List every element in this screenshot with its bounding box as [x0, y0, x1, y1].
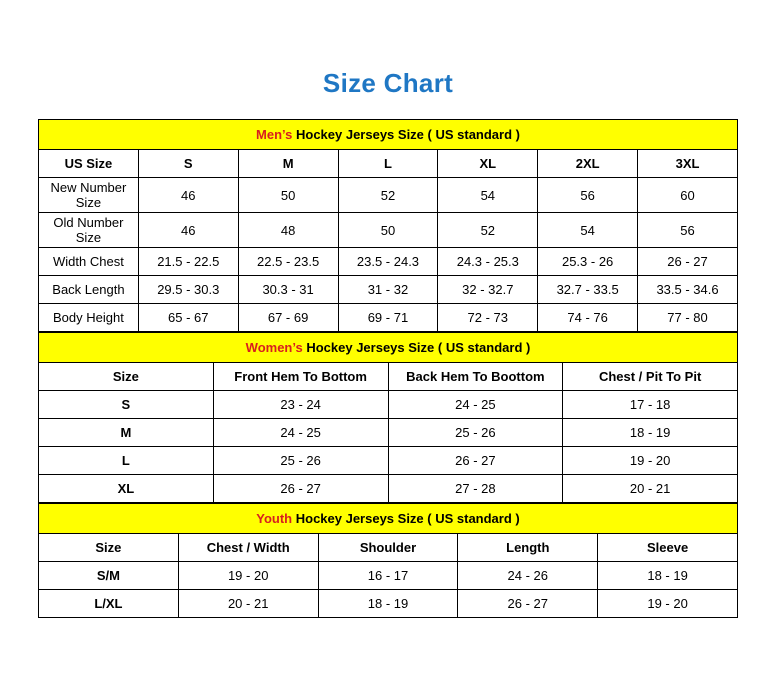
row-label: L — [39, 447, 214, 475]
cell: 67 - 69 — [238, 304, 338, 332]
cell: 26 - 27 — [458, 590, 598, 618]
cell: 23.5 - 24.3 — [338, 248, 438, 276]
mens-size-table — [38, 119, 738, 332]
table-row — [39, 213, 738, 248]
cell: 74 - 76 — [538, 304, 638, 332]
cell: 69 - 71 — [338, 304, 438, 332]
table-row — [39, 447, 738, 475]
cell: 26 - 27 — [213, 475, 388, 503]
table-header-row — [39, 150, 738, 178]
cell: 50 — [338, 213, 438, 248]
cell: 22.5 - 23.5 — [238, 248, 338, 276]
table-header-row — [39, 534, 738, 562]
row-label: M — [39, 419, 214, 447]
cell: 18 - 19 — [598, 562, 738, 590]
cell: 20 - 21 — [178, 590, 318, 618]
section-header-row — [39, 120, 738, 150]
cell: 17 - 18 — [563, 391, 738, 419]
column-header: Length — [458, 534, 598, 562]
cell: 48 — [238, 213, 338, 248]
column-header: Front Hem To Bottom — [213, 363, 388, 391]
cell: 19 - 20 — [598, 590, 738, 618]
cell: 54 — [438, 178, 538, 213]
table-row — [39, 178, 738, 213]
table-row — [39, 475, 738, 503]
table-header-row — [39, 363, 738, 391]
cell: 24 - 26 — [458, 562, 598, 590]
cell: 25 - 26 — [388, 419, 563, 447]
column-header: Size — [39, 534, 179, 562]
cell: 54 — [538, 213, 638, 248]
cell: 27 - 28 — [388, 475, 563, 503]
column-header: Chest / Pit To Pit — [563, 363, 738, 391]
cell: 20 - 21 — [563, 475, 738, 503]
youth-heading-accent: Youth — [256, 511, 293, 526]
womens-heading-rest: Hockey Jerseys Size ( US standard ) — [302, 340, 531, 355]
column-header: Size — [39, 363, 214, 391]
column-header: L — [338, 150, 438, 178]
cell: 25.3 - 26 — [538, 248, 638, 276]
row-label: Width Chest — [39, 248, 139, 276]
womens-heading-accent: Women’s — [245, 340, 303, 355]
cell: 18 - 19 — [318, 590, 458, 618]
cell: 24 - 25 — [388, 391, 563, 419]
table-row — [39, 391, 738, 419]
cell: 21.5 - 22.5 — [138, 248, 238, 276]
column-header: Chest / Width — [178, 534, 318, 562]
row-label: XL — [39, 475, 214, 503]
cell: 19 - 20 — [178, 562, 318, 590]
mens-heading-accent: Men’s — [256, 127, 293, 142]
cell: 26 - 27 — [638, 248, 738, 276]
column-header: Sleeve — [598, 534, 738, 562]
row-label: Back Length — [39, 276, 139, 304]
column-header: US Size — [39, 150, 139, 178]
column-header: Back Hem To Boottom — [388, 363, 563, 391]
column-header: M — [238, 150, 338, 178]
row-label: L/XL — [39, 590, 179, 618]
row-label: Old Number Size — [39, 213, 139, 248]
cell: 32 - 32.7 — [438, 276, 538, 304]
cell: 31 - 32 — [338, 276, 438, 304]
section-header-row — [39, 504, 738, 534]
cell: 46 — [138, 213, 238, 248]
cell: 26 - 27 — [388, 447, 563, 475]
cell: 24 - 25 — [213, 419, 388, 447]
cell: 32.7 - 33.5 — [538, 276, 638, 304]
cell: 29.5 - 30.3 — [138, 276, 238, 304]
cell: 72 - 73 — [438, 304, 538, 332]
column-header: 3XL — [638, 150, 738, 178]
table-row — [39, 590, 738, 618]
womens-section-heading — [39, 333, 738, 363]
table-row — [39, 304, 738, 332]
table-row — [39, 562, 738, 590]
row-label: New Number Size — [39, 178, 139, 213]
youth-heading-rest: Hockey Jerseys Size ( US standard ) — [292, 511, 520, 526]
cell: 65 - 67 — [138, 304, 238, 332]
cell: 52 — [438, 213, 538, 248]
cell: 30.3 - 31 — [238, 276, 338, 304]
mens-section-heading — [39, 120, 738, 150]
column-header: Shoulder — [318, 534, 458, 562]
cell: 56 — [638, 213, 738, 248]
mens-heading-rest: Hockey Jerseys Size ( US standard ) — [292, 127, 520, 142]
cell: 77 - 80 — [638, 304, 738, 332]
table-row — [39, 419, 738, 447]
table-row — [39, 248, 738, 276]
cell: 56 — [538, 178, 638, 213]
table-row — [39, 276, 738, 304]
cell: 60 — [638, 178, 738, 213]
column-header: S — [138, 150, 238, 178]
column-header: XL — [438, 150, 538, 178]
cell: 52 — [338, 178, 438, 213]
cell: 24.3 - 25.3 — [438, 248, 538, 276]
cell: 50 — [238, 178, 338, 213]
column-header: 2XL — [538, 150, 638, 178]
row-label: S/M — [39, 562, 179, 590]
cell: 16 - 17 — [318, 562, 458, 590]
cell: 46 — [138, 178, 238, 213]
youth-size-table — [38, 503, 738, 618]
row-label: S — [39, 391, 214, 419]
womens-size-table — [38, 332, 738, 503]
cell: 33.5 - 34.6 — [638, 276, 738, 304]
row-label: Body Height — [39, 304, 139, 332]
cell: 18 - 19 — [563, 419, 738, 447]
cell: 23 - 24 — [213, 391, 388, 419]
cell: 19 - 20 — [563, 447, 738, 475]
cell: 25 - 26 — [213, 447, 388, 475]
section-header-row — [39, 333, 738, 363]
page-title: Size Chart — [322, 68, 454, 98]
youth-section-heading — [39, 504, 738, 534]
